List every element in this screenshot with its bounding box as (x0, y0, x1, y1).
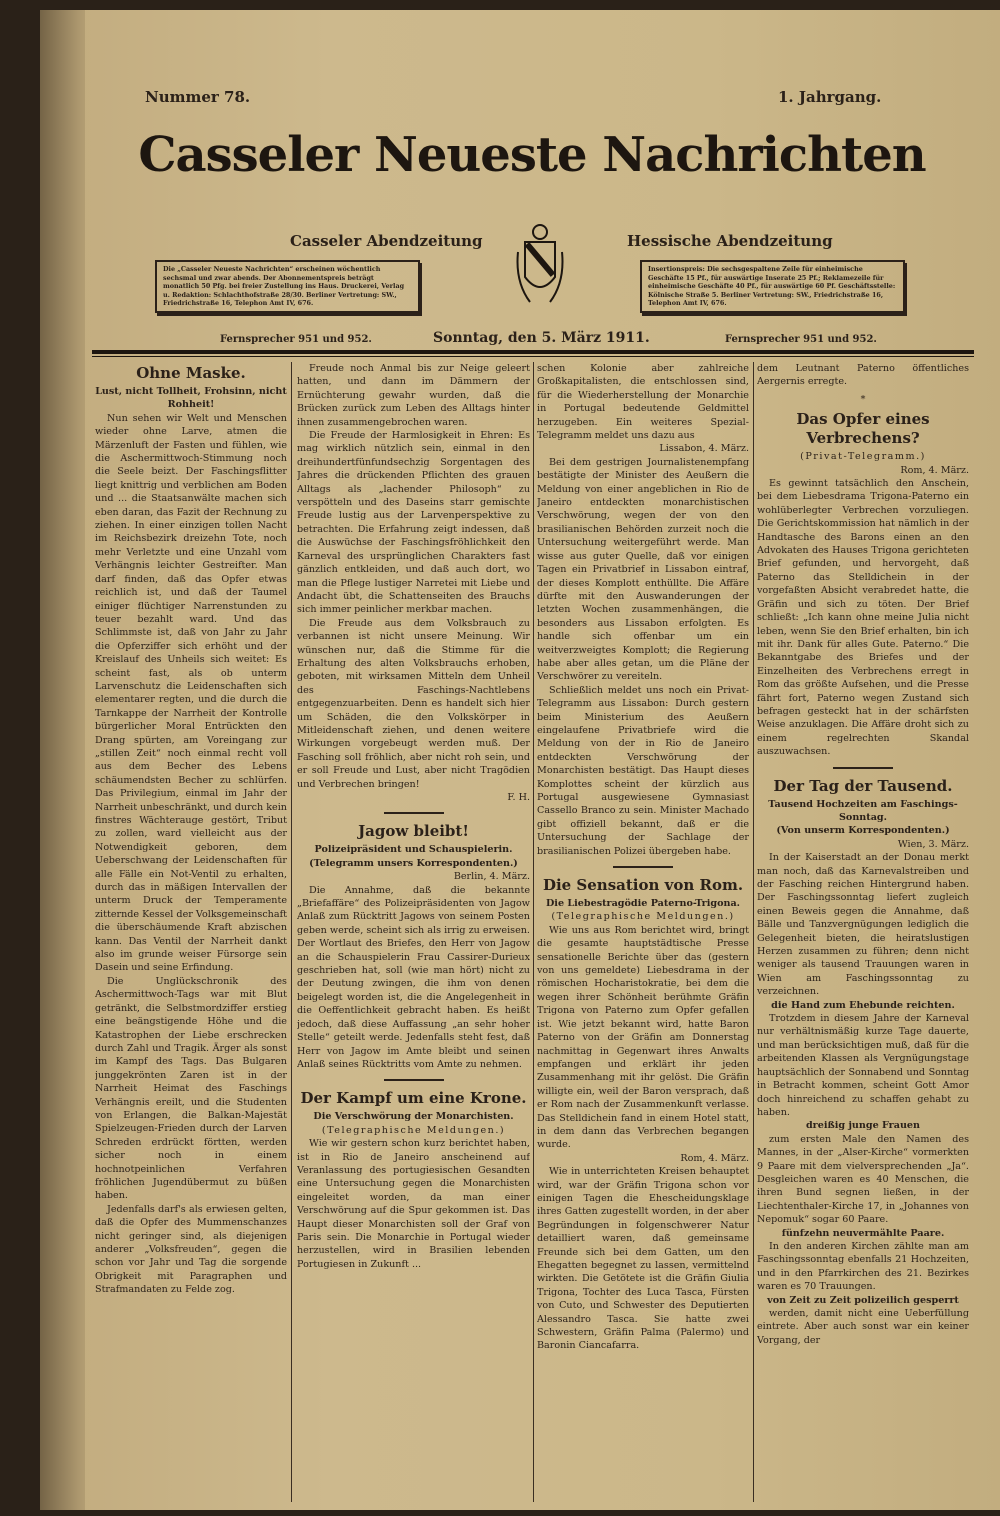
newspaper-page (40, 10, 1000, 1510)
article-title: Ohne Maske. (136, 364, 246, 382)
paragraph: Freude noch Anmal bis zur Neige geleert hatten, und dann im Dämmern der Ernüchterung gewahr wurden, daß die Brücken zurück zum Leben des Alltags hinter ihnen zusammengebrochen waren. (297, 363, 530, 428)
subtitle-right: Hessische Abendzeitung (627, 232, 833, 250)
advertising-rates-box: Insertionspreis: Die sechsgespaltene Zeile für einheimische Geschäfte 15 Pf., für auswärtige Inserate 25 Pf.; Reklamezeile für einheimische Geschäfte 40 Pf., für auswärtige 60 Pf. Geschäftsstelle: Kölnische Straße 5. Berliner Vertretung: SW., Friedrichstraße 16, Telephon Amt IV, 676. (640, 260, 905, 313)
paragraph: Wie in unterrichteten Kreisen behauptet wird, war der Gräfin Trigona schon vor einigen Tagen die Ehescheidungsklage ihres Gatten zugestellt worden, in der aber Begründungen in folgenschwerer Natur detailliert waren, daß gemeinsame Freunde sich bei dem Gatten, um den Ehegatten begegnet zu lassen, vermittelnd wirkten. Die Getötete ist die Gräfin Giulia Trigona, Tochter des Luca Tasca, Fürsten von Cuto, und Schwester des Deputierten Alessandro Tasca. Sie hatte zwei Schwestern, Gräfin Palma (Palermo) und Baronin Ciancafarra. (537, 1166, 749, 1352)
issue-date: Sonntag, den 5. März 1911. (433, 330, 650, 346)
masthead-title: Casseler Neueste Nachrichten (138, 127, 926, 183)
article-subtitle: Lust, nicht Tollheit, Frohsinn, nicht Rohheit! (95, 386, 287, 411)
article-title: Der Kampf um eine Krone. (300, 1089, 527, 1108)
coat-of-arms-icon (515, 222, 565, 317)
article-source: (Telegraphische Meldungen.) (321, 1124, 506, 1136)
paragraph: Schließlich meldet uns noch ein Privat-Telegramm aus Lissabon: Durch gestern beim Ministerium des Aeußern eingelaufene Privatbriefe wird die Meldung von der in Rio de Janeiro entdeckten Verschwörung der Monarchisten bestätigt. Das Haupt dieses Komplottes scheint der kürzlich aus Portugal ausgewiesene Gymnasiast Cassello Branco zu sein. Minister Machado gibt offiziell bekannt, daß er die Untersuchung der Sachlage der brasilianischen Polizei übergeben habe. (537, 684, 749, 857)
asterisk-separator: * (860, 393, 866, 405)
subheading: dreißig junge Frauen (805, 1120, 921, 1132)
dateline: Rom, 4. März. (680, 1152, 749, 1164)
article-subtitle: Tausend Hochzeiten am Faschings-Sonntag. (768, 798, 958, 823)
separator (613, 866, 673, 868)
phone-right: Fernsprecher 951 und 952. (725, 334, 877, 345)
article-title: Der Tag der Tausend. (773, 776, 953, 795)
paragraph: Bei dem gestrigen Journalistenempfang bestätigte der Minister des Aeußern die Meldung von einer angeblichen in Rio de Janeiro entdeckten monarchistischen Verschwörung, wegen der von den brasilianischen Behörden zurzeit noch die Untersuchung weitergeführt werde. Man wisse aus guter Quelle, daß vor einigen Tagen ein Privatbrief in Lissabon eintraf, der dieses Komplott enthüllte. Die Affäre dürfte mit den Auswanderungen der letzten Wochen zusammenhängen, die besonders aus Lissabon erfolgten. Es handle sich offenbar um ein weitverzweigtes Komplott; die Regierung habe aber alles getan, um die Pläne der Verschwörer zu vereiteln. (537, 456, 749, 683)
paragraph: Jedenfalls darf's als erwiesen gelten, daß die Opfer des Mummenschanzes nicht geringer sind, als diejenigen anderer „Volksfreuden“, gegen die schon vor Jahr und Tag die sorgende Obrigkeit mit Paragraphen und Strafmandaten zu Felde zog. (95, 1203, 287, 1296)
paragraph: Nun sehen wir Welt und Menschen wieder ohne Larve, atmen die Märzenluft der Fasten und fühlen, wie die Aschermittwoch-Stimmung noch die Seele beizt. Der Faschingsflitter liegt knittrig und verblichen am Boden und ... die Staatsanwälte machen sich eben daran, das Fazit der Rechnung zu ziehen. In einer einzigen tollen Nacht im Reichsbezirk dreizehn Tote, noch mehr Verletzte und eine Unzahl vom Verhängnis leichter Gestreifter. Man darf finden, daß das Opfer etwas reichlich ist, und daß der Taumel einiger flüchtiger Narrenstunden zu teuer bezahlt ward. Und das Schlimmste ist, daß von Jahr zu Jahr die Opferziffer sich erhöht und der Kreislauf des Unheils sich weitet: Es scheint fast, als ob unterm Larvenschutz die Leidenschaften sich elementarer regten, und die durch die Tarnkappe der Narrheit der Kontrolle bürgerlicher Moral Entrückten den Drang spürten, am Voreingang zur „stillen Zeit“ noch einmal recht voll aus dem Becher des Lebens schäumendsten Becher zu schlürfen. Das Privilegium, einmal im Jahr der Narrheit unbeschränkt, und durch kein finstres Wächterauge gestört, Tribut zu zollen, ward vielleicht aus der Notwendigkeit geboren, dem Ueberschwang der Leidenschaften für alle Fälle ein Not-Ventil zu erhalten, durch das in mäßigen Intervallen der unterm Druck der Temperamente zitternde Kessel der Volksgemeinschaft die überschäumende Kraft abzischen kann. Das Ventil der Narrheit dankt also im grunde weiser Fürsorge sein Dasein und seine Erfindung. (95, 412, 287, 974)
article-subtitle: Polizeipräsident und Schauspielerin. (314, 844, 513, 856)
page-edge-shadow (40, 10, 85, 1510)
dateline: Berlin, 4. März. (453, 871, 530, 883)
subheading: von Zeit zu Zeit polizeilich gesperrt (767, 1294, 959, 1306)
phone-left: Fernsprecher 951 und 952. (220, 334, 372, 345)
paragraph: Die Freude aus dem Volksbrauch zu verbannen ist nicht unsere Meinung. Wir wünschen nur, daß die Stimme für die Erhaltung des alten Volksbrauchs erhoben, geboten, mit wirksamen Mitteln dem Unheil des Faschings-Nachtlebens entgegenzuarbeiten. Denn es handelt sich hier um Schäden, die den Volkskörper in Mitleidenschaft ziehen, und denen weitere Wirkungen vorgebeugt werden muß. Der Fasching soll fröhlich, aber nicht roh sein, und er soll Freude und Lust, aber nicht Tragödien und Verbrechen bringen! (297, 617, 530, 790)
article-subtitle: Die Liebestragödie Paterno-Trigona. (545, 898, 741, 910)
paragraph: Trotzdem in diesem Jahre der Karneval nur verhältnismäßig kurze Tage dauerte, und man berücksichtigen muß, daß für die arbeitenden Klassen als Vergnügungstage hauptsächlich der Sonnabend und Sonntag in Betracht kommen, scheint Gott Amor doch hinreichend zu schaffen gehabt zu haben. (757, 1013, 969, 1118)
article-title: Das Opfer eines Verbrechens? (796, 410, 930, 448)
dateline: Rom, 4. März. (900, 464, 969, 476)
subscription-info-box: Die „Casseler Neueste Nachrichten“ erscheinen wöchentlich sechsmal und zwar abends. Der Abonnementspreis beträgt monatlich 50 Pfg. bei freier Zustellung ins Haus. Druckerei, Verlag u. Redaktion: Schlachthofstraße 28/30. Berliner Vertretung: SW., Friedrichstraße 16, Telephon Amt IV, 676. (155, 260, 420, 313)
volume-label: 1. Jahrgang. (778, 88, 882, 106)
column-3 (537, 362, 749, 1502)
paragraph: Es gewinnt tatsächlich den Anschein, bei dem Liebesdrama Trigona-Paterno ein wohlüberlegter Verbrechen vorzuliegen. Die Gerichtskommission hat nämlich in der Handtasche des Barons einen an den Advokaten des Hauses Trigona gerichteten Brief gefunden, und hervorgeht, daß Paterno das Stelldichein in der vorgefaßten Absicht verabredet hatte, die Gräfin und sich zu töten. Der Brief schließt: „Ich kann ohne meine Julia nicht leben, wenn Sie den Brief erhalten, bin ich mit ihr. Dank für alles Gute. Paterno.“ Die Bekanntgabe des Briefes und der Einzelheiten des Verbrechens erregt in Rom das größte Aufsehen, und die Presse fährt fort, Paterno wegen Zustand sich befragen gesteckt hat in der schärfsten Weise anzuklagen. Die Affäre droht sich zu einem regelrechten Skandal auszuwachsen. (757, 478, 969, 758)
paragraph: In der Kaiserstadt an der Donau merkt man noch, daß das Karnevalstreiben und der Fasching reichen Hintergrund haben. Der Faschingssonntag liefert zugleich einen Beweis gegen die Annahme, daß Bälle und Tanzvergnügungen lediglich die Gelegenheit bieten, die heiratslustigen Herzen zusammen zu führen; denn nicht weniger als tausend Trauungen waren in Wien am Faschingssonntag zu verzeichnen. (757, 852, 969, 998)
column-4 (757, 362, 969, 1502)
header-rule (92, 350, 974, 354)
dateline: Wien, 3. März. (897, 838, 969, 850)
article-source: (Von unserm Korrespondenten.) (776, 825, 950, 837)
paragraph: Wie uns aus Rom berichtet wird, bringt die gesamte hauptstädtische Presse sensationelle Berichte über das (gestern von uns gemeldete) Liebesdrama in der römischen Hocharistokratie, bei dem die wegen ihrer Schönheit berühmte Gräfin Trigona von Paterno zum Opfer gefallen ist. Wie jetzt bekannt wird, hatte Baron Paterno von der Gräfin am Donnerstag nachmittag in Gegenwart ihres Anwalts empfangen und erklärt ihr jeden Zusammenhang mit ihr gelöst. Die Gräfin willigte ein, weil der Baron versprach, daß er Rom nach der Zusammenkunft verlasse. Das Stelldichein fand in einem Hotel statt, in dem dann das Verbrechen begangen wurde. (537, 924, 749, 1151)
separator (384, 812, 444, 814)
paragraph: Die Freude der Harmlosigkeit in Ehren: Es mag wirklich nützlich sein, einmal in den dreihundertfünfundsechzig Sorgentagen des Jahres die drückenden Pflichten des grauen Alltags als „lachender Philosoph“ zu verspötteln und des Daseins starr gemischte Freude lustig aus der Larvenperspektive zu betrachten. Die Erfahrung zeigt indessen, daß die Auswüchse der Faschingsfröhlichkeit den Karneval des ursprünglichen Charakters fast gänzlich entkleiden, und daß auch dort, wo man die Pflege lustiger Narretei mit Liebe und Andacht übt, die Schattenseiten des Brauchs sich immer peinlicher merkbar machen. (297, 430, 530, 616)
paragraph: dem Leutnant Paterno öffentliches Aergernis erregte. (757, 363, 969, 388)
article-source: (Privat-Telegramm.) (800, 451, 926, 463)
paragraph: Die Unglückschronik des Aschermittwoch-Tags war mit Blut getränkt, die Selbstmordziffer erstieg eine beängstigende Höhe und die Katastrophen der Liebe erschrecken durch Zahl und Tragik. Ärger als sonst im Kampf des Tags. Das Bulgaren junggekrönten Zaren ist in der Narrheit Heimat des Faschings Verhängnis ereilt, und die Studenten von Erlangen, die Balkan-Majestät Spielzeugen-Frieden durch der Larven Schreden erdrückt förtten, werden sicher noch in einem hochnotpeinlichen Verfahren fröhlichen Jugendübermut zu büßen haben. (95, 975, 287, 1202)
paragraph: schen Kolonie aber zahlreiche Großkapitalisten, die entschlossen sind, für die Wiederherstellung der Monarchie in Portugal bedeutende Geldmittel herzugeben. Ein weiteres Spezial-Telegramm meldet uns dazu aus (537, 363, 749, 442)
article-subtitle: Die Verschwörung der Monarchisten. (313, 1111, 514, 1123)
article-source: (Telegraphische Meldungen.) (551, 911, 735, 923)
paragraph: zum ersten Male den Namen des Mannes, in der „Alser-Kirche“ vormerkten 9 Paare mit dem vielversprechenden „Ja“. Desgleichen waren es 40 Menschen, die ihren Bund segnen ließen, in der Liechtenthaler-Kirche 17, in „Johannes von Nepomuk“ sogar 60 Paare. (757, 1133, 969, 1226)
paragraph: Die Annahme, daß die bekannte „Briefaffäre“ des Polizeipräsidenten von Jagow Anlaß zum Rücktritt Jagows von seinem Posten geben werde, scheint sich als irrig zu erweisen. Der Wortlaut des Briefes, den Herr von Jagow an die Schauspielerin Frau Cassirer-Durieux geschrieben hat, soll (wie man hört) nicht zu der Deutung zwingen, die ihm von denen beigelegt worden ist, die die Angelegenheit in die Oeffentlichkeit gebracht haben. Es heißt jedoch, daß diese Auffassung „an sehr hoher Stelle“ geteilt werde. Jedenfalls steht fest, daß Herr von Jagow im Amte bleibt und seinen Anlaß seines Rücktritts vom Amte zu nehmen. (297, 884, 530, 1070)
paragraph: Wie wir gestern schon kurz berichtet haben, ist in Rio de Janeiro anscheinend auf Veranlassung des portugiesischen Gesandten eine Untersuchung gegen die Monarchisten eingeleitet worden, da man einer Verschwörung auf die Spur gekommen ist. Das Haupt dieser Monarchisten soll der Graf von Paris sein. Die Monarchie in Portugal wieder herzustellen, wird in Brasilien lebenden Portugiesen in Zukunft ... (297, 1138, 530, 1270)
column-divider (753, 362, 754, 1502)
article-source: (Telegramm unsers Korrespondenten.) (309, 857, 518, 869)
separator (384, 1079, 444, 1081)
subtitle-left: Casseler Abendzeitung (290, 232, 483, 250)
subheading: die Hand zum Ehebunde reichten. (771, 999, 955, 1011)
header-rule-thin (92, 356, 974, 357)
separator (833, 767, 893, 769)
article-title: Die Sensation von Rom. (542, 876, 744, 895)
column-2 (297, 362, 530, 1502)
article-title: Jagow bleibt! (358, 822, 469, 841)
paragraph: werden, damit nicht eine Ueberfüllung eintrete. Aber auch sonst war ein keiner Vorgang, der (757, 1308, 969, 1346)
signature: F. H. (507, 792, 530, 803)
dateline: Lissabon, 4. März. (659, 443, 749, 455)
column-divider (291, 362, 292, 1502)
column-1 (95, 362, 287, 1502)
subheading: fünfzehn neuvermählte Paare. (781, 1227, 945, 1239)
paragraph: In den anderen Kirchen zählte man am Faschingssonntag ebenfalls 21 Hochzeiten, und in den Pfarrkirchen des 21. Bezirkes waren es 70 Trauungen. (757, 1240, 969, 1293)
issue-number: Nummer 78. (145, 88, 251, 106)
column-divider (533, 362, 534, 1502)
